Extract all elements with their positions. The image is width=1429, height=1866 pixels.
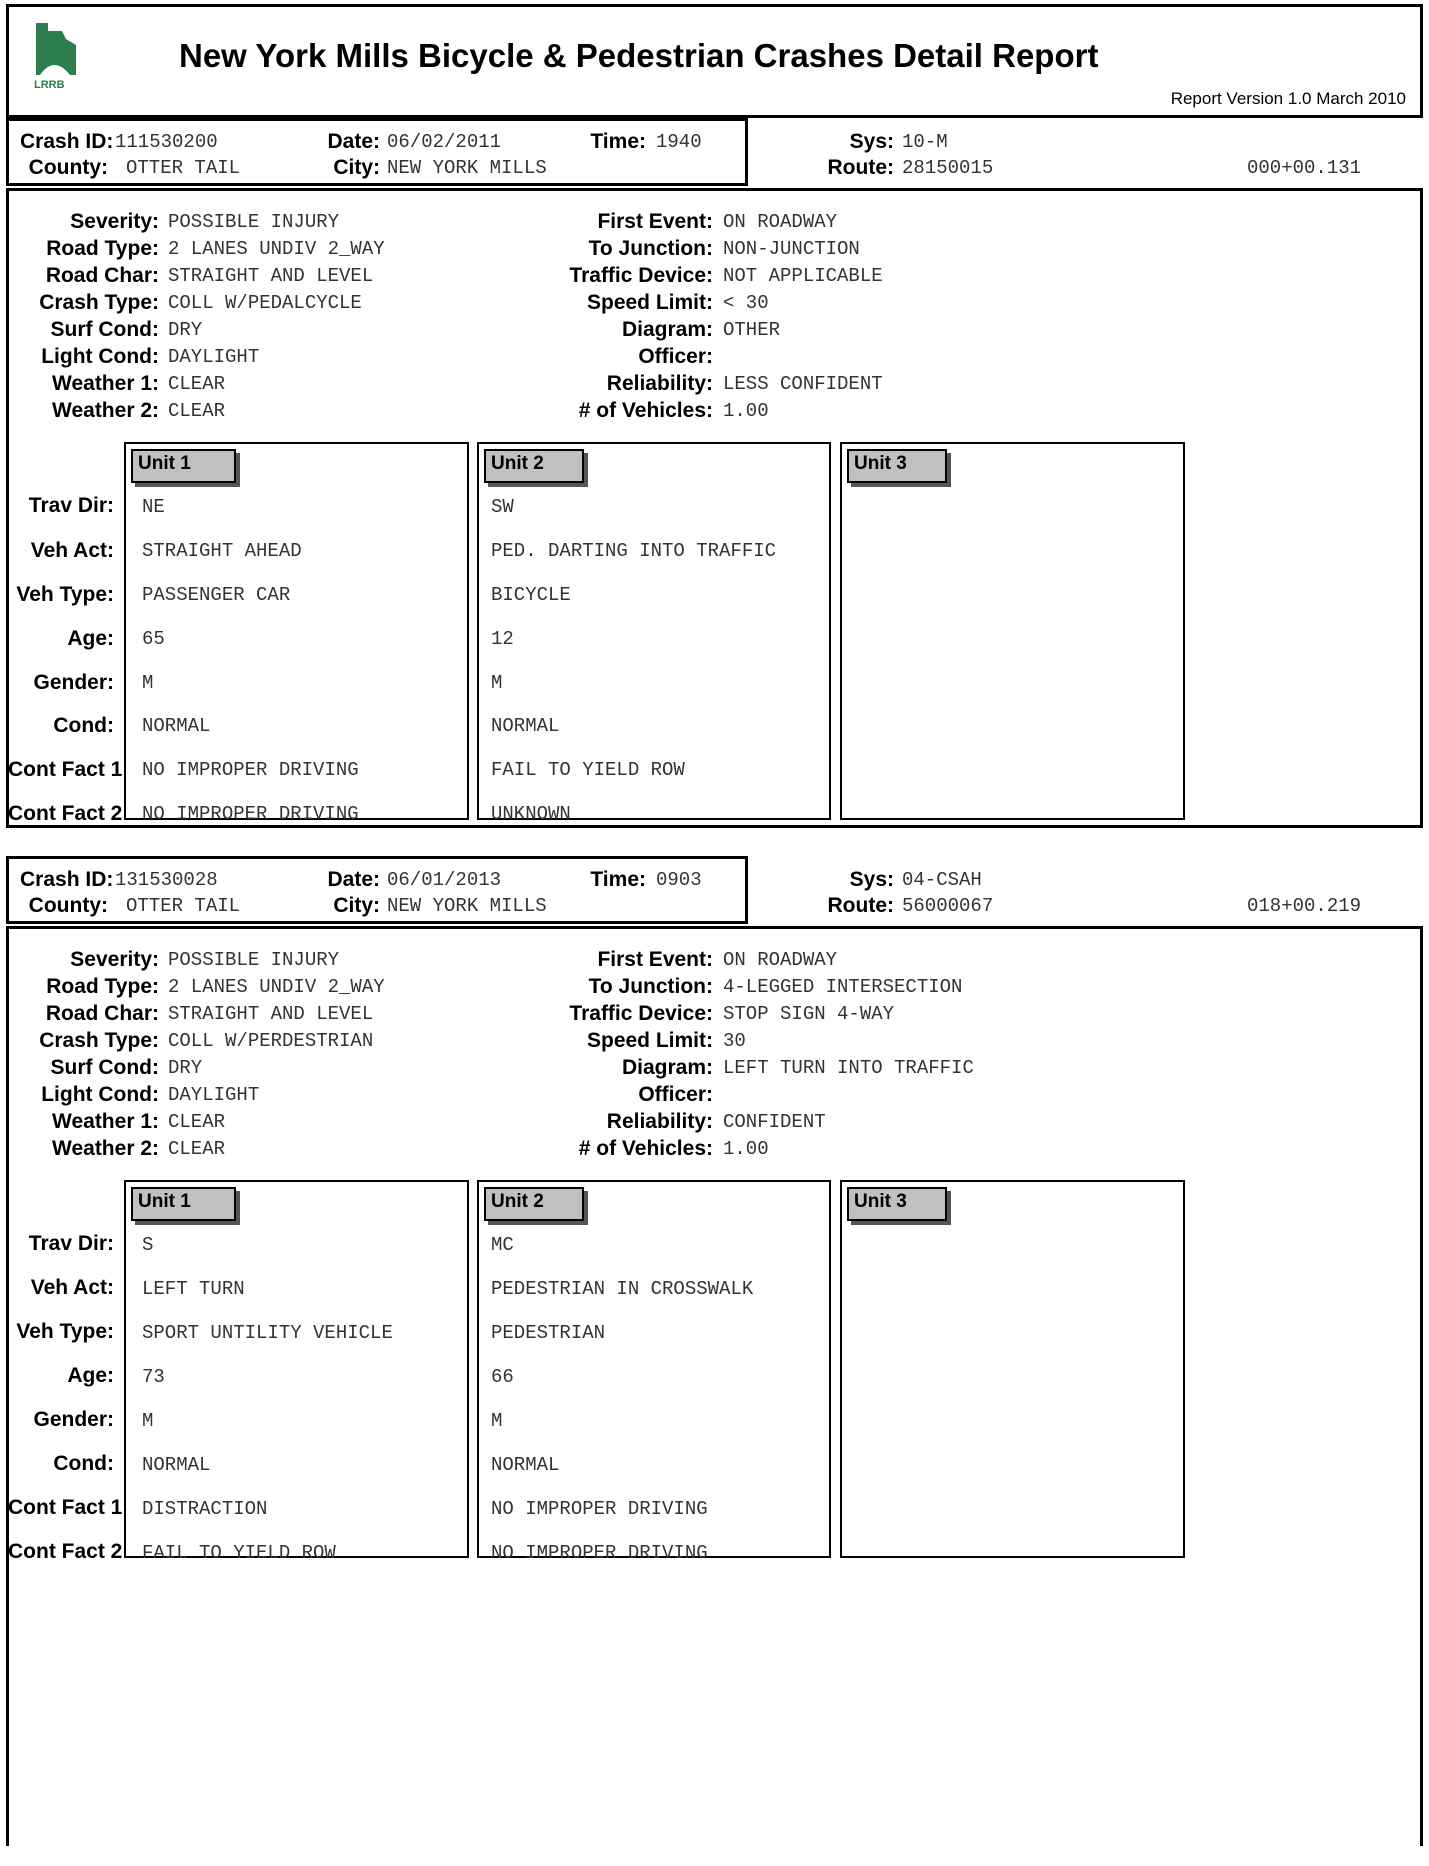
weather2-label: Weather 2: (52, 1137, 159, 1160)
speed-limit-label: Speed Limit: (586, 1029, 713, 1052)
cond-label: Cond: (53, 714, 114, 737)
diagram-value: OTHER (723, 319, 781, 341)
road-char-value: STRAIGHT AND LEVEL (168, 1003, 374, 1025)
surf-cond-label: Surf Cond: (50, 1056, 159, 1079)
date-label: Date: (327, 868, 380, 891)
crash-type-value: COLL W/PEDALCYCLE (168, 292, 362, 314)
weather1-value: CLEAR (168, 1111, 226, 1133)
severity-label: Severity: (70, 948, 159, 971)
city-label: City: (333, 894, 380, 917)
officer-label: Officer: (638, 1083, 713, 1106)
unit1-veh-act: LEFT TURN (142, 1278, 245, 1300)
milepoint-value: 000+00.131 (1247, 157, 1362, 179)
weather1-label: Weather 1: (52, 1110, 159, 1133)
reliability-label: Reliability: (606, 372, 713, 395)
unit1-gender: M (142, 672, 154, 694)
unit1-cond: NORMAL (142, 715, 211, 737)
weather1-value: CLEAR (168, 373, 226, 395)
unit3-header: Unit 3 (847, 449, 947, 483)
sys-value: 10-M (902, 131, 948, 153)
first-event-value: ON ROADWAY (723, 949, 838, 971)
date-value: 06/01/2013 (387, 869, 502, 891)
crash-id-label: Crash ID: (20, 868, 114, 891)
report-title: New York Mills Bicycle & Pedestrian Crashes Detail Report (179, 37, 1099, 74)
unit2-veh-type: PEDESTRIAN (491, 1322, 606, 1344)
unit1-cont-fact2: NO IMPROPER DRIVING (142, 803, 359, 825)
weather2-label: Weather 2: (52, 399, 159, 422)
veh-act-label: Veh Act: (30, 1276, 114, 1299)
surf-cond-value: DRY (168, 319, 203, 341)
trav-dir-label: Trav Dir: (28, 494, 114, 517)
county-label: County: (28, 894, 108, 917)
cond-label: Cond: (53, 1452, 114, 1475)
severity-label: Severity: (70, 210, 159, 233)
age-label: Age: (67, 1364, 114, 1387)
unit1-trav-dir: NE (142, 496, 165, 518)
reliability-value: LESS CONFIDENT (723, 373, 883, 395)
unit2-header: Unit 2 (484, 449, 584, 483)
surf-cond-label: Surf Cond: (50, 318, 159, 341)
unit1-veh-type: PASSENGER CAR (142, 584, 291, 606)
unit1-header: Unit 1 (131, 449, 236, 483)
age-label: Age: (67, 627, 114, 650)
unit2-cond: NORMAL (491, 715, 560, 737)
unit3-header: Unit 3 (847, 1187, 947, 1221)
unit1-cont-fact1: NO IMPROPER DRIVING (142, 759, 359, 781)
speed-limit-value: < 30 (723, 292, 769, 314)
crash-id-value: 131530028 (115, 869, 218, 891)
unit1-cont-fact2: FAIL TO YIELD ROW (142, 1542, 336, 1564)
time-value: 1940 (656, 131, 702, 153)
traffic-device-label: Traffic Device: (569, 264, 713, 287)
milepoint-value: 018+00.219 (1247, 895, 1362, 917)
cont-fact1-label: Cont Fact 1 (8, 758, 123, 781)
gender-label: Gender: (33, 671, 114, 694)
crash-id-value: 111530200 (115, 131, 218, 153)
unit2-cont-fact1: NO IMPROPER DRIVING (491, 1498, 708, 1520)
trav-dir-label: Trav Dir: (28, 1232, 114, 1255)
unit3-box (840, 1180, 1185, 1558)
reliability-value: CONFIDENT (723, 1111, 826, 1133)
cont-fact1-label: Cont Fact 1 (8, 1496, 123, 1519)
unit2-veh-act: PED. DARTING INTO TRAFFIC (491, 540, 777, 562)
gender-label: Gender: (33, 1408, 114, 1431)
time-label: Time: (590, 868, 646, 891)
city-value: NEW YORK MILLS (387, 895, 547, 917)
unit2-veh-act: PEDESTRIAN IN CROSSWALK (491, 1278, 754, 1300)
unit2-gender: M (491, 1410, 503, 1432)
unit1-veh-act: STRAIGHT AHEAD (142, 540, 302, 562)
num-vehicles-value: 1.00 (723, 400, 769, 422)
time-value: 0903 (656, 869, 702, 891)
diagram-label: Diagram: (621, 1056, 713, 1079)
unit1-veh-type: SPORT UNTILITY VEHICLE (142, 1322, 393, 1344)
unit1-trav-dir: S (142, 1234, 154, 1256)
crash-type-value: COLL W/PERDESTRIAN (168, 1030, 374, 1052)
route-label: Route: (827, 156, 894, 179)
to-junction-label: To Junction: (588, 237, 713, 260)
traffic-device-value: NOT APPLICABLE (723, 265, 883, 287)
unit1-cond: NORMAL (142, 1454, 211, 1476)
cont-fact2-label: Cont Fact 2 (8, 802, 123, 825)
diagram-label: Diagram: (621, 318, 713, 341)
unit2-cont-fact1: FAIL TO YIELD ROW (491, 759, 685, 781)
weather2-value: CLEAR (168, 400, 226, 422)
road-type-label: Road Type: (46, 237, 159, 260)
speed-limit-label: Speed Limit: (586, 291, 713, 314)
city-label: City: (333, 156, 380, 179)
light-cond-label: Light Cond: (41, 1083, 159, 1106)
traffic-device-label: Traffic Device: (569, 1002, 713, 1025)
road-char-value: STRAIGHT AND LEVEL (168, 265, 374, 287)
unit2-cont-fact2: NO IMPROPER DRIVING (491, 1542, 708, 1564)
num-vehicles-label: # of Vehicles: (578, 1137, 713, 1160)
road-char-label: Road Char: (45, 1002, 159, 1025)
route-value: 56000067 (902, 895, 994, 917)
county-value: OTTER TAIL (126, 895, 241, 917)
unit2-age: 66 (491, 1366, 514, 1388)
unit1-age: 65 (142, 628, 165, 650)
unit2-gender: M (491, 672, 503, 694)
veh-act-label: Veh Act: (30, 539, 114, 562)
county-value: OTTER TAIL (126, 157, 241, 179)
unit1-gender: M (142, 1410, 154, 1432)
sys-value: 04-CSAH (902, 869, 982, 891)
logo-text: LRRB (34, 79, 65, 91)
veh-type-label: Veh Type: (16, 1320, 114, 1343)
unit2-trav-dir: SW (491, 496, 514, 518)
first-event-label: First Event: (597, 210, 713, 233)
unit2-trav-dir: MC (491, 1234, 514, 1256)
severity-value: POSSIBLE INJURY (168, 949, 340, 971)
reliability-label: Reliability: (606, 1110, 713, 1133)
report-version: Report Version 1.0 March 2010 (1170, 89, 1406, 108)
num-vehicles-value: 1.00 (723, 1138, 769, 1160)
date-label: Date: (327, 130, 380, 153)
unit3-box (840, 442, 1185, 820)
light-cond-value: DAYLIGHT (168, 1084, 260, 1106)
light-cond-value: DAYLIGHT (168, 346, 260, 368)
speed-limit-value: 30 (723, 1030, 746, 1052)
to-junction-value: NON-JUNCTION (723, 238, 860, 260)
crash-type-label: Crash Type: (39, 291, 159, 314)
crash-type-label: Crash Type: (39, 1029, 159, 1052)
unit1-header: Unit 1 (131, 1187, 236, 1221)
unit2-cond: NORMAL (491, 1454, 560, 1476)
unit1-age: 73 (142, 1366, 165, 1388)
veh-type-label: Veh Type: (16, 583, 114, 606)
unit2-header: Unit 2 (484, 1187, 584, 1221)
unit1-cont-fact1: DISTRACTION (142, 1498, 268, 1520)
route-value: 28150015 (902, 157, 994, 179)
route-label: Route: (827, 894, 894, 917)
report-header (6, 4, 1423, 118)
city-value: NEW YORK MILLS (387, 157, 547, 179)
light-cond-label: Light Cond: (41, 345, 159, 368)
road-type-value: 2 LANES UNDIV 2_WAY (168, 976, 385, 998)
county-label: County: (28, 156, 108, 179)
crash-id-label: Crash ID: (20, 130, 114, 153)
unit2-cont-fact2: UNKNOWN (491, 803, 571, 825)
sys-label: Sys: (849, 130, 894, 153)
first-event-label: First Event: (597, 948, 713, 971)
sys-label: Sys: (849, 868, 894, 891)
road-char-label: Road Char: (45, 264, 159, 287)
severity-value: POSSIBLE INJURY (168, 211, 340, 233)
first-event-value: ON ROADWAY (723, 211, 838, 233)
traffic-device-value: STOP SIGN 4-WAY (723, 1003, 895, 1025)
weather2-value: CLEAR (168, 1138, 226, 1160)
officer-label: Officer: (638, 345, 713, 368)
num-vehicles-label: # of Vehicles: (578, 399, 713, 422)
road-type-value: 2 LANES UNDIV 2_WAY (168, 238, 385, 260)
to-junction-value: 4-LEGGED INTERSECTION (723, 976, 963, 998)
cont-fact2-label: Cont Fact 2 (8, 1540, 123, 1563)
surf-cond-value: DRY (168, 1057, 203, 1079)
weather1-label: Weather 1: (52, 372, 159, 395)
diagram-value: LEFT TURN INTO TRAFFIC (723, 1057, 974, 1079)
unit2-veh-type: BICYCLE (491, 584, 571, 606)
to-junction-label: To Junction: (588, 975, 713, 998)
road-type-label: Road Type: (46, 975, 159, 998)
date-value: 06/02/2011 (387, 131, 502, 153)
time-label: Time: (590, 130, 646, 153)
unit2-age: 12 (491, 628, 514, 650)
